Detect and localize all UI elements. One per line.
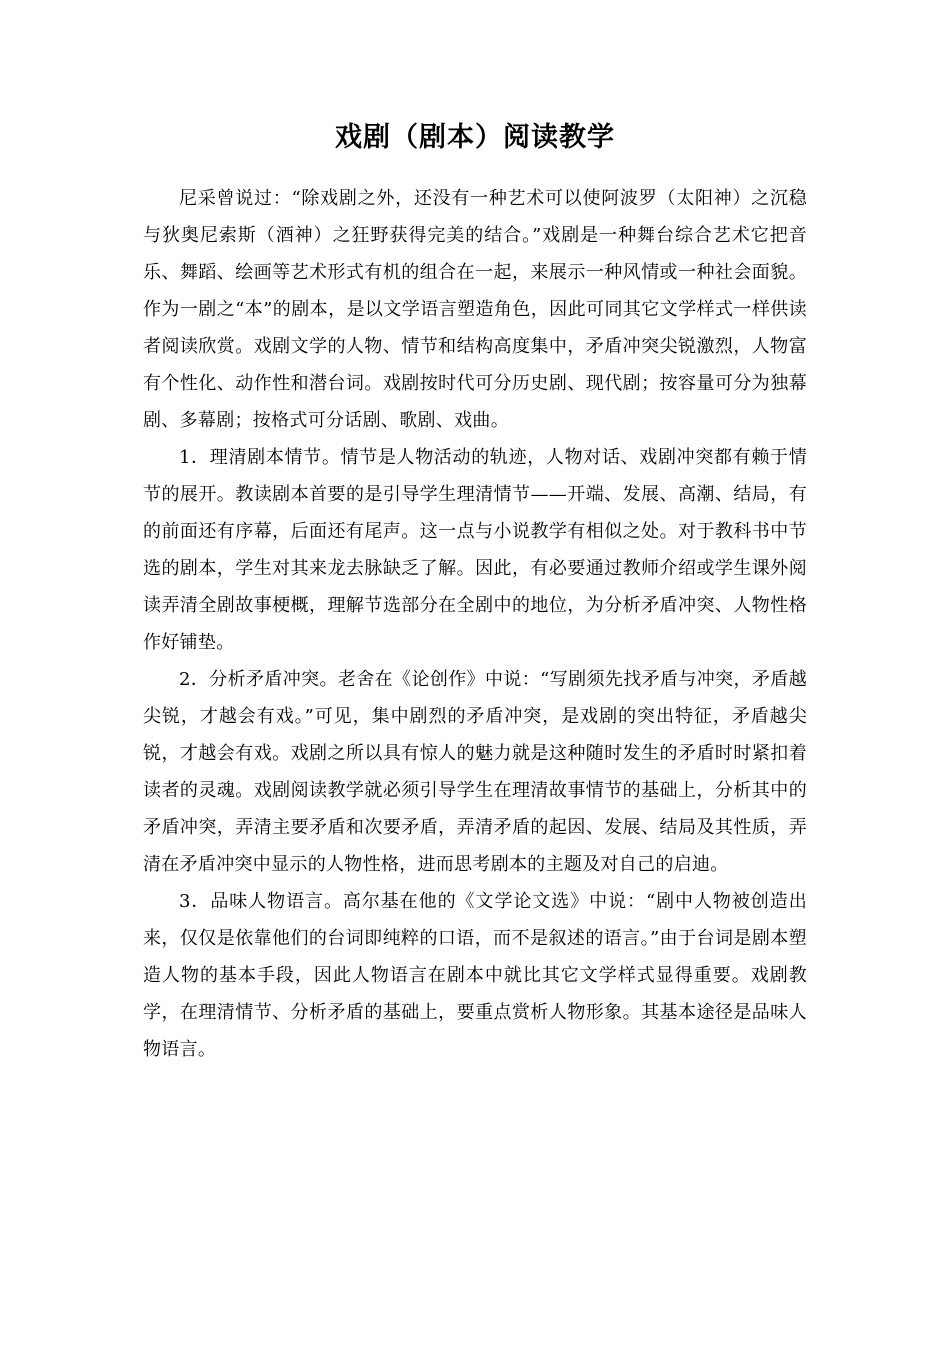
paragraph-language: 3．品味人物语言。高尔基在他的《文学论文选》中说：“剧中人物被创造出来，仅仅是依靠他们的台词即纯粹的口语，而不是叙述的语言。”由于台词是剧本塑造人物的基本手段，因此人物语言在剧本中就比其它文学样式显得重要。戏剧教学，在理清情节、分析矛盾的基础上，要重点赏析人物形象。其基本途径是品味人物语言。 xyxy=(143,891,807,1060)
paragraph-plot: 1．理清剧本情节。情节是人物活动的轨迹，人物对话、戏剧冲突都有赖于情节的展开。教读剧本首要的是引导学生理清情节——开端、发展、高潮、结局，有的前面还有序幕，后面还有尾声。这一点与小说教学有相似之处。对于教科书中节选的剧本，学生对其来龙去脉缺乏了解。因此，有必要通过教师介绍或学生课外阅读弄清全剧故事梗概，理解节选部分在全剧中的地位，为分析矛盾冲突、人物性格作好铺垫。 xyxy=(143,447,807,653)
document-title: 戏剧（剧本）阅读教学 xyxy=(335,122,615,153)
paragraph-conflict: 2．分析矛盾冲突。老舍在《论创作》中说：“写剧须先找矛盾与冲突，矛盾越尖锐，才越会有戏。”可见，集中剧烈的矛盾冲突，是戏剧的突出特征，矛盾越尖锐，才越会有戏。戏剧之所以具有惊人的魅力就是这种随时发生的矛盾时时紧扣着读者的灵魂。戏剧阅读教学就必须引导学生在理清故事情节的基础上，分析其中的矛盾冲突，弄清主要矛盾和次要矛盾，弄清矛盾的起因、发展、结局及其性质，弄清在矛盾冲突中显示的人物性格，进而思考剧本的主题及对自己的启迪。 xyxy=(143,669,807,875)
paragraph-intro: 尼采曾说过：“除戏剧之外，还没有一种艺术可以使阿波罗（太阳神）之沉稳与狄奥尼索斯（酒神）之狂野获得完美的结合。”戏剧是一种舞台综合艺术它把音乐、舞蹈、绘画等艺术形式有机的组合在一起，来展示一种风情或一种社会面貌。作为一剧之“本”的剧本，是以文学语言塑造角色，因此可同其它文学样式一样供读者阅读欣赏。戏剧文学的人物、情节和结构高度集中，矛盾冲突尖锐激烈，人物富有个性化、动作性和潜台词。戏剧按时代可分历史剧、现代剧；按容量可分为独幕剧、多幕剧；按格式可分话剧、歌剧、戏曲。 xyxy=(143,188,807,431)
document-body xyxy=(143,180,807,1068)
